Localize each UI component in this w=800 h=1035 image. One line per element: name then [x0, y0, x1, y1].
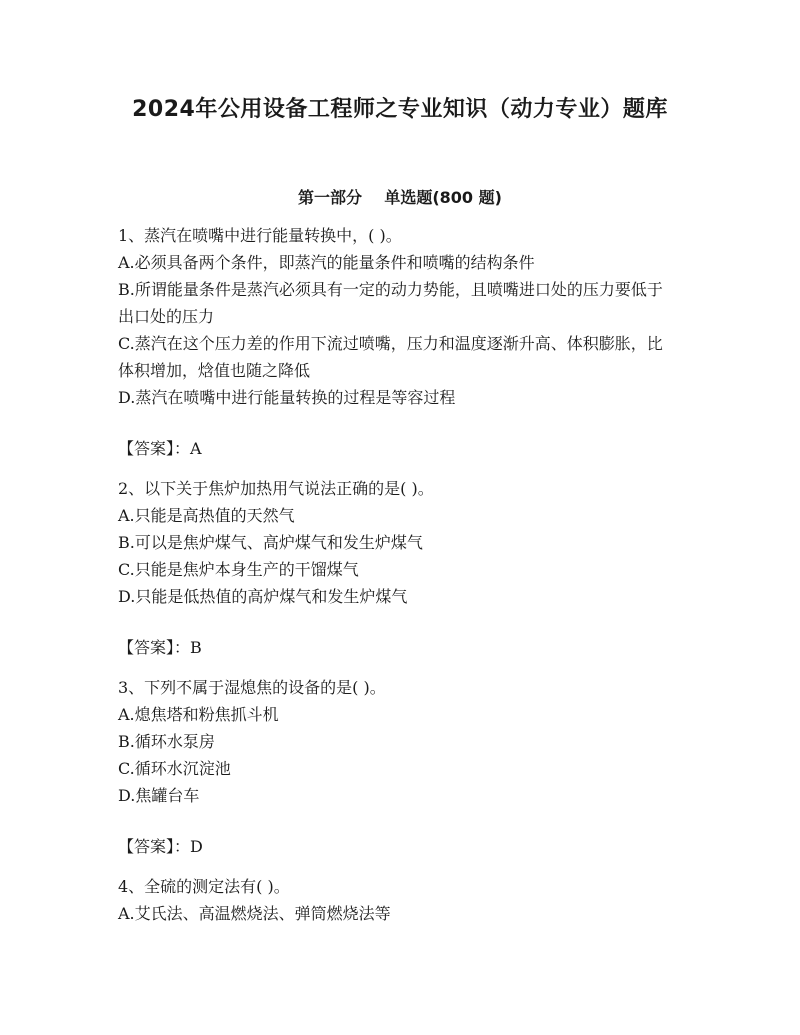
question-3 — [118, 674, 678, 860]
question-stem: 2、以下关于焦炉加热用气说法正确的是( )。 — [118, 479, 434, 498]
question-stem: 1、蒸汽在喷嘴中进行能量转换中，( )。 — [118, 226, 402, 245]
option-c: C.蒸汽在这个压力差的作用下流过喷嘴，压力和温度逐渐升高、体积膨胀，比体积增加，焓值也随之降低 — [118, 334, 663, 380]
answer-label: 【答案】：D — [118, 837, 203, 856]
question-4 — [118, 873, 678, 927]
option-d: D.蒸汽在喷嘴中进行能量转换的过程是等容过程 — [118, 388, 456, 407]
answer-label: 【答案】：A — [118, 439, 202, 458]
question-1 — [118, 222, 678, 462]
option-b: B.循环水泵房 — [118, 732, 215, 751]
section-title: 第一部分 单选题(800 题) — [298, 188, 502, 207]
option-d: D.焦罐台车 — [118, 786, 200, 805]
question-list — [118, 222, 678, 927]
option-d: D.只能是低热值的高炉煤气和发生炉煤气 — [118, 587, 408, 606]
answer-label: 【答案】：B — [118, 638, 202, 657]
option-a: A.必须具备两个条件，即蒸汽的能量条件和喷嘴的结构条件 — [118, 253, 535, 272]
option-c: C.只能是焦炉本身生产的干馏煤气 — [118, 560, 359, 579]
question-stem: 4、全硫的测定法有( )。 — [118, 877, 290, 896]
option-c: C.循环水沉淀池 — [118, 759, 231, 778]
option-a: A.熄焦塔和粉焦抓斗机 — [118, 705, 279, 724]
option-b: B.可以是焦炉煤气、高炉煤气和发生炉煤气 — [118, 533, 423, 552]
question-2 — [118, 475, 678, 661]
document-title: 2024年公用设备工程师之专业知识（动力专业）题库 — [132, 97, 668, 122]
option-b: B.所谓能量条件是蒸汽必须具有一定的动力势能，且喷嘴进口处的压力要低于出口处的压力 — [118, 280, 663, 326]
option-a: A.只能是高热值的天然气 — [118, 506, 295, 525]
question-stem: 3、下列不属于湿熄焦的设备的是( )。 — [118, 678, 386, 697]
option-a: A.艾氏法、高温燃烧法、弹筒燃烧法等 — [118, 904, 391, 923]
